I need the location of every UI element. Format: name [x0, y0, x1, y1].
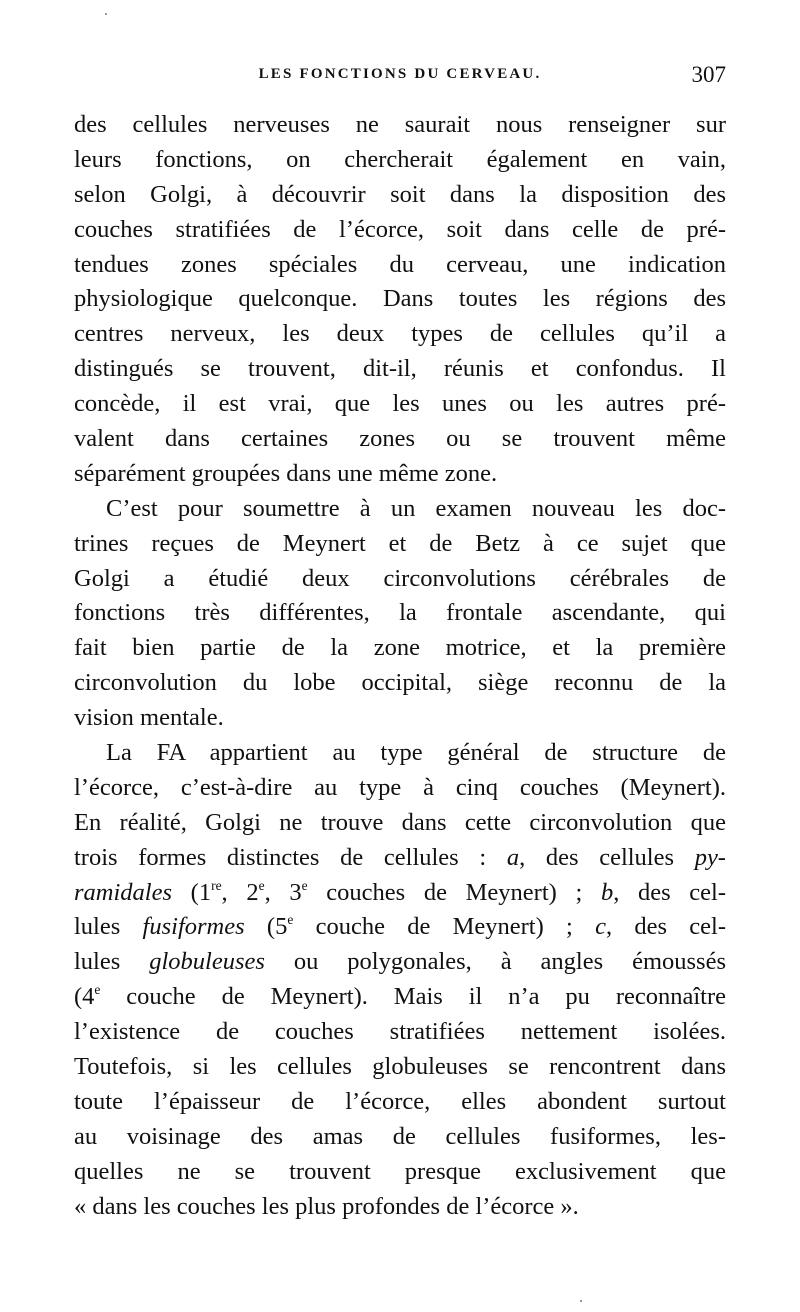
- text-line: quelles ne se trouvent presque exclusivement que: [74, 1157, 726, 1185]
- text-line: [74, 980, 726, 1015]
- italic-text: ramidales: [74, 878, 172, 906]
- text-line: fait bien partie de la zone motrice, et la première: [74, 634, 726, 662]
- running-head: [74, 62, 726, 92]
- italic-text: a: [506, 843, 520, 871]
- text-segment: , des cel-: [605, 913, 726, 941]
- text-segment: , des cellules: [519, 843, 695, 871]
- text-segment: , des cel-: [613, 878, 727, 906]
- page-number: 307: [691, 62, 726, 87]
- text-line: distingués se trouvent, dit-il, réunis et confondus. Il: [74, 355, 726, 383]
- superscript: e: [94, 982, 101, 998]
- italic-text: fusiformes: [142, 913, 245, 941]
- print-speck: [580, 1300, 582, 1302]
- superscript: re: [211, 877, 222, 893]
- text-line: circonvolution du lobe occipital, siège reconnu de la: [74, 669, 726, 697]
- text-line: [74, 910, 726, 945]
- text-segment: lules: [74, 913, 143, 941]
- text-line: vision mentale.: [74, 704, 224, 732]
- italic-text: py-: [694, 843, 726, 871]
- text-line: au voisinage des amas de cellules fusiformes, les-: [74, 1122, 726, 1150]
- body-text: [74, 108, 726, 1225]
- text-line: Golgi a étudié deux circonvolutions cérébrales de: [74, 564, 726, 592]
- text-line: séparément groupées dans une même zone.: [74, 459, 498, 487]
- text-line: [74, 841, 726, 876]
- text-line: [74, 876, 726, 911]
- text-segment: couche de Meynert) ;: [293, 913, 596, 941]
- text-segment: trois formes distinctes de cellules :: [74, 843, 507, 871]
- text-line: valent dans certaines zones ou se trouvent même: [74, 425, 726, 453]
- superscript: e: [301, 877, 308, 893]
- text-line: selon Golgi, à découvrir soit dans la disposition des: [74, 180, 726, 208]
- text-line: centres nerveux, les deux types de cellules qu’il a: [74, 320, 726, 348]
- superscript: e: [287, 912, 294, 928]
- print-speck: [105, 13, 107, 15]
- running-title: LES FONCTIONS DU CERVEAU.: [258, 66, 542, 82]
- text-line: fonctions très différentes, la frontale ascendante, qui: [74, 599, 726, 627]
- text-segment: couche de Meynert). Mais il n’a pu reconnaître: [100, 983, 726, 1011]
- text-segment: (4: [74, 983, 95, 1011]
- text-line: [74, 945, 726, 980]
- text-segment: ou polygonales, à angles émoussés: [264, 948, 726, 976]
- text-line: concède, il est vrai, que les unes ou les autres pré-: [74, 390, 726, 418]
- text-segment: (1: [172, 878, 212, 906]
- text-line: l’écorce, c’est-à-dire au type à cinq couches (Meynert).: [74, 773, 726, 801]
- text-segment: , 2: [221, 878, 259, 906]
- text-line: leurs fonctions, on chercherait également en vain,: [74, 145, 726, 173]
- italic-text: c: [595, 913, 606, 941]
- text-segment: couches de Meynert) ;: [307, 878, 601, 906]
- text-line: trines reçues de Meynert et de Betz à ce sujet que: [74, 529, 726, 557]
- italic-text: b: [600, 878, 614, 906]
- superscript: e: [258, 877, 265, 893]
- text-line: physiologique quelconque. Dans toutes les régions des: [74, 285, 726, 313]
- text-line: tendues zones spéciales du cerveau, une indication: [74, 250, 726, 278]
- italic-text: globuleuses: [149, 948, 265, 976]
- text-line: Toutefois, si les cellules globuleuses se rencontrent dans: [74, 1053, 726, 1081]
- paragraph-start-line: La FA appartient au type général de structure de: [106, 739, 726, 767]
- paragraph-start-line: C’est pour soumettre à un examen nouveau les doc-: [106, 494, 726, 522]
- text-segment: , 3: [264, 878, 302, 906]
- text-line: En réalité, Golgi ne trouve dans cette circonvolution que: [74, 808, 726, 836]
- text-line: l’existence de couches stratifiées nettement isolées.: [74, 1018, 726, 1046]
- text-segment: (5: [244, 913, 288, 941]
- text-line: des cellules nerveuses ne saurait nous renseigner sur: [74, 111, 726, 138]
- text-segment: lules: [74, 948, 150, 976]
- text-line: couches stratifiées de l’écorce, soit dans celle de pré-: [74, 215, 726, 243]
- text-line: toute l’épaisseur de l’écorce, elles abondent surtout: [74, 1087, 726, 1115]
- text-line: « dans les couches les plus profondes de l’écorce ».: [74, 1192, 579, 1220]
